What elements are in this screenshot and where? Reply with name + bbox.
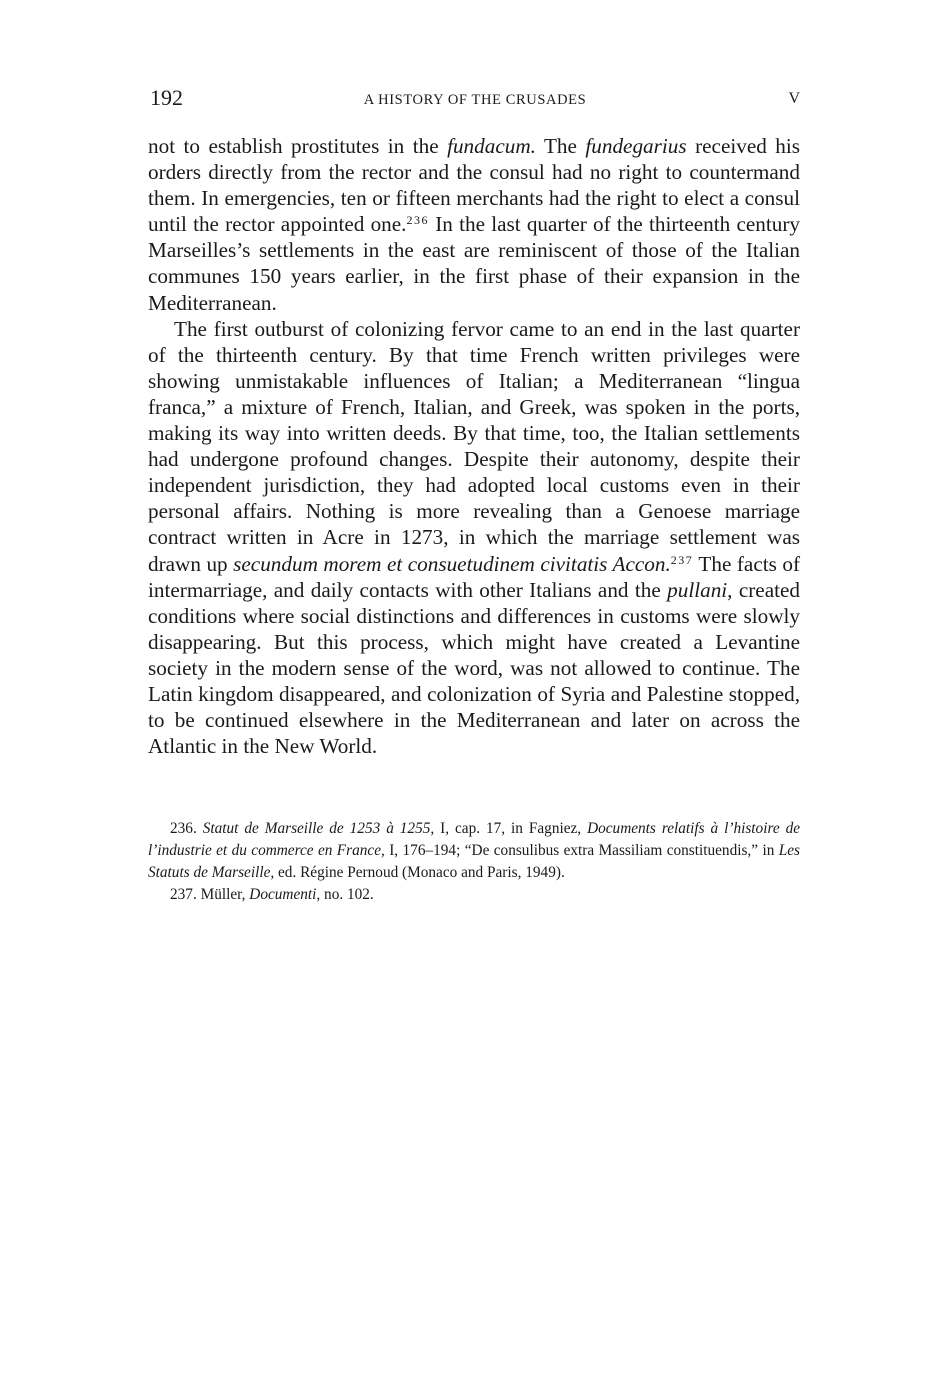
term-fundacum: fundacum.	[447, 134, 536, 158]
footnotes	[148, 818, 800, 906]
volume-number: V	[788, 90, 800, 107]
footnote-237: 237. Müller, Documenti, no. 102.	[170, 886, 374, 903]
running-header	[150, 85, 800, 115]
paragraph-1: not to establish prostitutes in the fundacum. The fundegarius received his orders directly from the rector and the consul had no right to countermand them. In emergencies, ten or fifteen merchants had the right to elect a consul until the rector appointed one.$^{236}$ In the last quarter of the thirteenth century Marseilles’s settlements in the east are reminiscent of those of the Italian communes 150 years earlier, in the first phase of their expansion in the Mediterranean.	[148, 134, 800, 315]
footnote-ref-237[interactable]: 237	[670, 552, 694, 567]
paragraph-2: The first outburst of colonizing fervor came to an end in the last quarter of the thirteenth century. By that time French written privileges were showing unmistakable influences of Italian; a Mediterranean “lingua franca,” a mixture of French, Italian, and Greek, was spoken in the ports, making its way into written deeds. By that time, too, the Italian settlements had undergone profound changes. Despite their autonomy, despite their independent jurisdiction, they had adopted local customs even in their personal affairs. Nothing is more revealing than a Genoese marriage contract written in Acre in 1273, in which the marriage settlement was drawn up secundum morem et consuetudinem civitatis Accon.$^{237}$ The facts of intermarriage, and daily contacts with other Italians and the pullani, created conditions where social distinctions and differences in customs were slowly disappearing. But this process, which might have created a Levantine society in the modern sense of the word, was not allowed to continue. The Latin kingdom disappeared, and colonization of Syria and Palestine stopped, to be continued elsewhere in the Mediterranean and later on across the Atlantic in the New World.	[148, 316, 801, 759]
latin-phrase: secundum morem et consuetudinem civitatis Accon.	[233, 551, 671, 576]
footnote-236: 236. Statut de Marseille de 1253 à 1255, I, cap. 17, in Fagniez, Documents relatifs à l’histoire de l’industrie et du commerce en France, I, 176–194; “De consulibus extra Massiliam constituendis,” in Les Statuts de Marseille, ed. Régine Pernoud (Monaco and Paris, 1949).	[148, 820, 801, 881]
main-text	[148, 133, 800, 759]
term-pullani: pullani,	[667, 577, 733, 602]
page-number: 192	[150, 85, 183, 110]
term-fundegarius: fundegarius	[585, 134, 687, 158]
footnote-ref-236[interactable]: 236	[406, 213, 429, 228]
running-title: A HISTORY OF THE CRUSADES	[363, 92, 587, 108]
